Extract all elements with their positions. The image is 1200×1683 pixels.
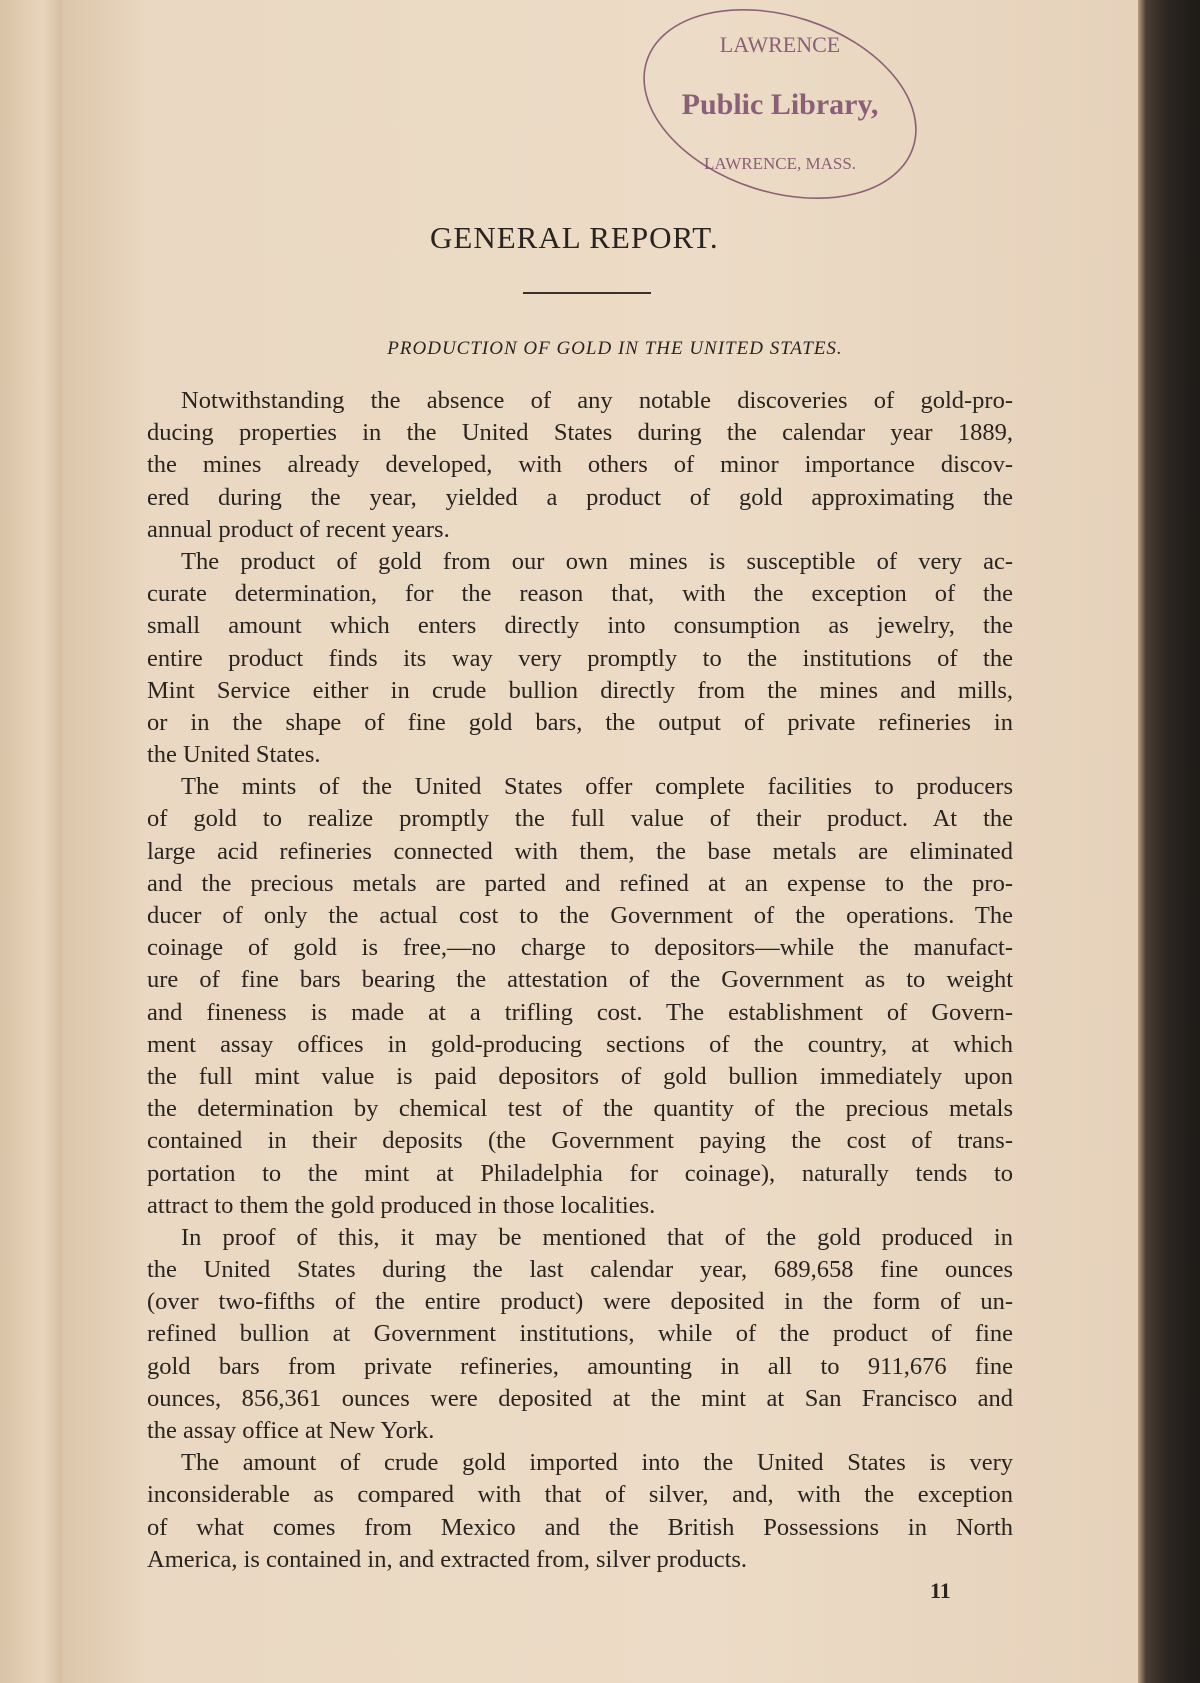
text-line: large acid refineries connected with them, the base metals are eliminated <box>147 837 1013 865</box>
text-line: of what comes from Mexico and the British Possessions in North <box>147 1513 1013 1541</box>
text-line: America, is contained in, and extracted from, silver products. <box>147 1545 748 1573</box>
text-line: the assay office at New York. <box>147 1417 435 1444</box>
text-line: Mint Service either in crude bullion directly from the mines and mills, <box>147 676 1013 704</box>
stamp-top-text: LAWRENCE <box>719 32 841 57</box>
text-line: the United States. <box>147 741 321 769</box>
text-line: gold bars from private refineries, amounting in all to 911,676 fine <box>147 1352 1013 1380</box>
text-line: ounces, 856,361 ounces were deposited at the mint at San Francisco and <box>147 1384 1013 1412</box>
text-line: the United States during the last calendar year, 689,658 fine ounces <box>147 1256 1013 1284</box>
text-line: small amount which enters directly into consumption as jewelry, the <box>147 612 1013 640</box>
page-number: 11 <box>930 1578 951 1603</box>
text-line: entire product finds its way very promptly to the institutions of the <box>147 644 1013 672</box>
text-line: curate determination, for the reason that, with the exception of the <box>147 580 1013 608</box>
paragraph <box>147 771 1013 1222</box>
text-line: and the precious metals are parted and refined at an expense to the pro- <box>147 869 1013 897</box>
text-line: ment assay offices in gold-producing sections of the country, at which <box>147 1030 1013 1058</box>
paragraph <box>147 1447 1013 1576</box>
text-line: attract to them the gold produced in those localities. <box>147 1191 656 1219</box>
text-line: ered during the year, yielded a product of gold approximating the <box>147 483 1013 511</box>
text-line: The amount of crude gold imported into the United States is very <box>181 1449 1013 1477</box>
text-line: Notwithstanding the absence of any notable discoveries of gold-pro- <box>181 387 1013 414</box>
text-line: ducing properties in the United States during the calendar year 1889, <box>147 419 1013 447</box>
text-line: coinage of gold is free,—no charge to depositors—while the manufact- <box>147 934 1013 962</box>
body-text <box>147 385 1013 1576</box>
text-line: or in the shape of fine gold bars, the output of private refineries in <box>147 708 1013 736</box>
text-line: the mines already developed, with others of minor importance discov- <box>147 451 1013 479</box>
text-line: The product of gold from our own mines is susceptible of very ac- <box>181 547 1013 575</box>
stamp-middle-text: Public Library, <box>681 88 879 121</box>
text-line: contained in their deposits (the Government paying the cost of trans- <box>147 1127 1013 1155</box>
section-heading: PRODUCTION OF GOLD IN THE UNITED STATES. <box>387 338 843 359</box>
text-line: and fineness is made at a trifling cost. The establishment of Govern- <box>147 998 1013 1026</box>
text-line: ducer of only the actual cost to the Government of the operations. The <box>147 902 1013 929</box>
text-line: (over two-fifths of the entire product) were deposited in the form of un- <box>147 1288 1013 1316</box>
text-line: ure of fine bars bearing the attestation of the Government as to weight <box>147 966 1013 994</box>
text-line: annual product of recent years. <box>147 515 450 543</box>
text-line: The mints of the United States offer complete facilities to producers <box>181 773 1013 801</box>
text-line: the determination by chemical test of the quantity of the precious metals <box>147 1095 1013 1123</box>
paragraph <box>147 546 1013 771</box>
text-line: In proof of this, it may be mentioned that of the gold produced in <box>181 1223 1013 1251</box>
title-rule <box>523 292 651 294</box>
stamp-bottom-text: LAWRENCE, MASS. <box>703 154 857 173</box>
paragraph <box>147 1222 1013 1447</box>
paragraph <box>147 385 1013 546</box>
text-line: the full mint value is paid depositors of gold bullion immediately upon <box>147 1062 1013 1090</box>
text-line: inconsiderable as compared with that of silver, and, with the exception <box>147 1481 1013 1509</box>
facing-page-edge <box>0 0 62 1683</box>
text-line: of gold to realize promptly the full value of their product. At the <box>147 805 1013 833</box>
library-stamp <box>630 4 930 204</box>
book-binding <box>1138 0 1200 1683</box>
text-line: refined bullion at Government institutions, while of the product of fine <box>147 1320 1013 1348</box>
text-line: portation to the mint at Philadelphia for coinage), naturally tends to <box>147 1159 1013 1187</box>
page-title: GENERAL REPORT. <box>430 220 719 255</box>
